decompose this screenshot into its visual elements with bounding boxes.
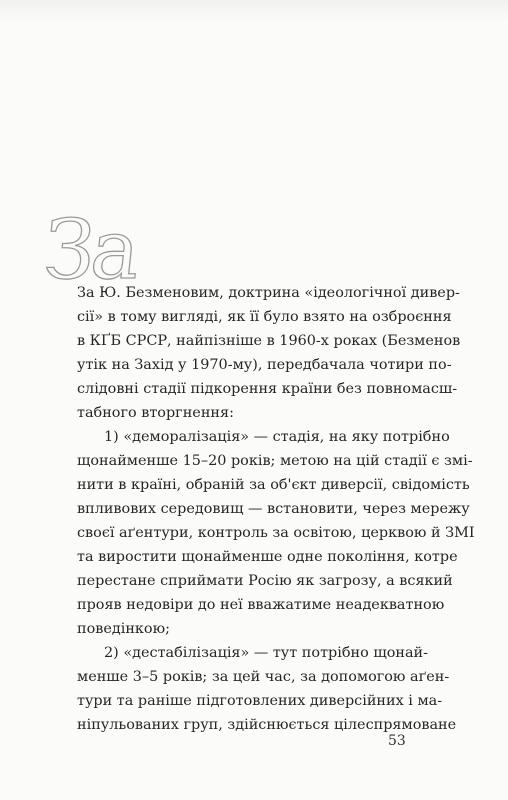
text-line: сії» в тому вигляді, як її було взято на озброєння (77, 309, 452, 325)
text-line: нити в країні, обраній за об'єкт диверсії, свідомість (77, 477, 470, 493)
page-top-shadow (0, 0, 508, 22)
text-line: 1) «деморалізація» — стадія, на яку потрібно (104, 429, 450, 445)
text-line: та виростити щонайменше одне покоління, котре (77, 549, 458, 565)
text-line: впливових середовищ — встановити, через мережу (77, 501, 470, 517)
body-text (77, 281, 475, 737)
page-number: 53 (388, 733, 406, 749)
text-line: поведінкою; (77, 621, 170, 637)
text-line: слідовні стадії підкорення країни без повномасш- (77, 381, 458, 397)
text-line: менше 3–5 років; за цей час, за допомогою аґен- (77, 669, 450, 685)
text-line: прояв недовіри до неї вважатиме неадекватною (77, 597, 445, 613)
text-line: 2) «дестабілізація» — тут потрібно щонай- (104, 645, 429, 661)
text-line: ніпульованих груп, здійснюється цілеспрямоване (77, 717, 457, 733)
text-line: тури та раніше підготовлених диверсійних і ма- (77, 693, 443, 709)
text-line: табного вторгнення: (77, 405, 234, 421)
drop-cap-ornament: За (39, 203, 142, 298)
text-line: утік на Захід у 1970-му), передбачала чотири по- (77, 357, 452, 373)
text-line: За Ю. Безменовим, доктрина «ідеологічної дивер- (77, 285, 460, 301)
text-line: перестане сприймати Росію як загрозу, а всякий (77, 573, 453, 589)
text-line: щонайменше 15–20 років; метою на цій стадії є змі- (77, 453, 473, 469)
text-line: в КҐБ СРСР, найпізніше в 1960-х роках (Безменов (77, 333, 461, 349)
text-line: своєї аґентури, контроль за освітою, церквою й ЗМІ (77, 525, 475, 541)
